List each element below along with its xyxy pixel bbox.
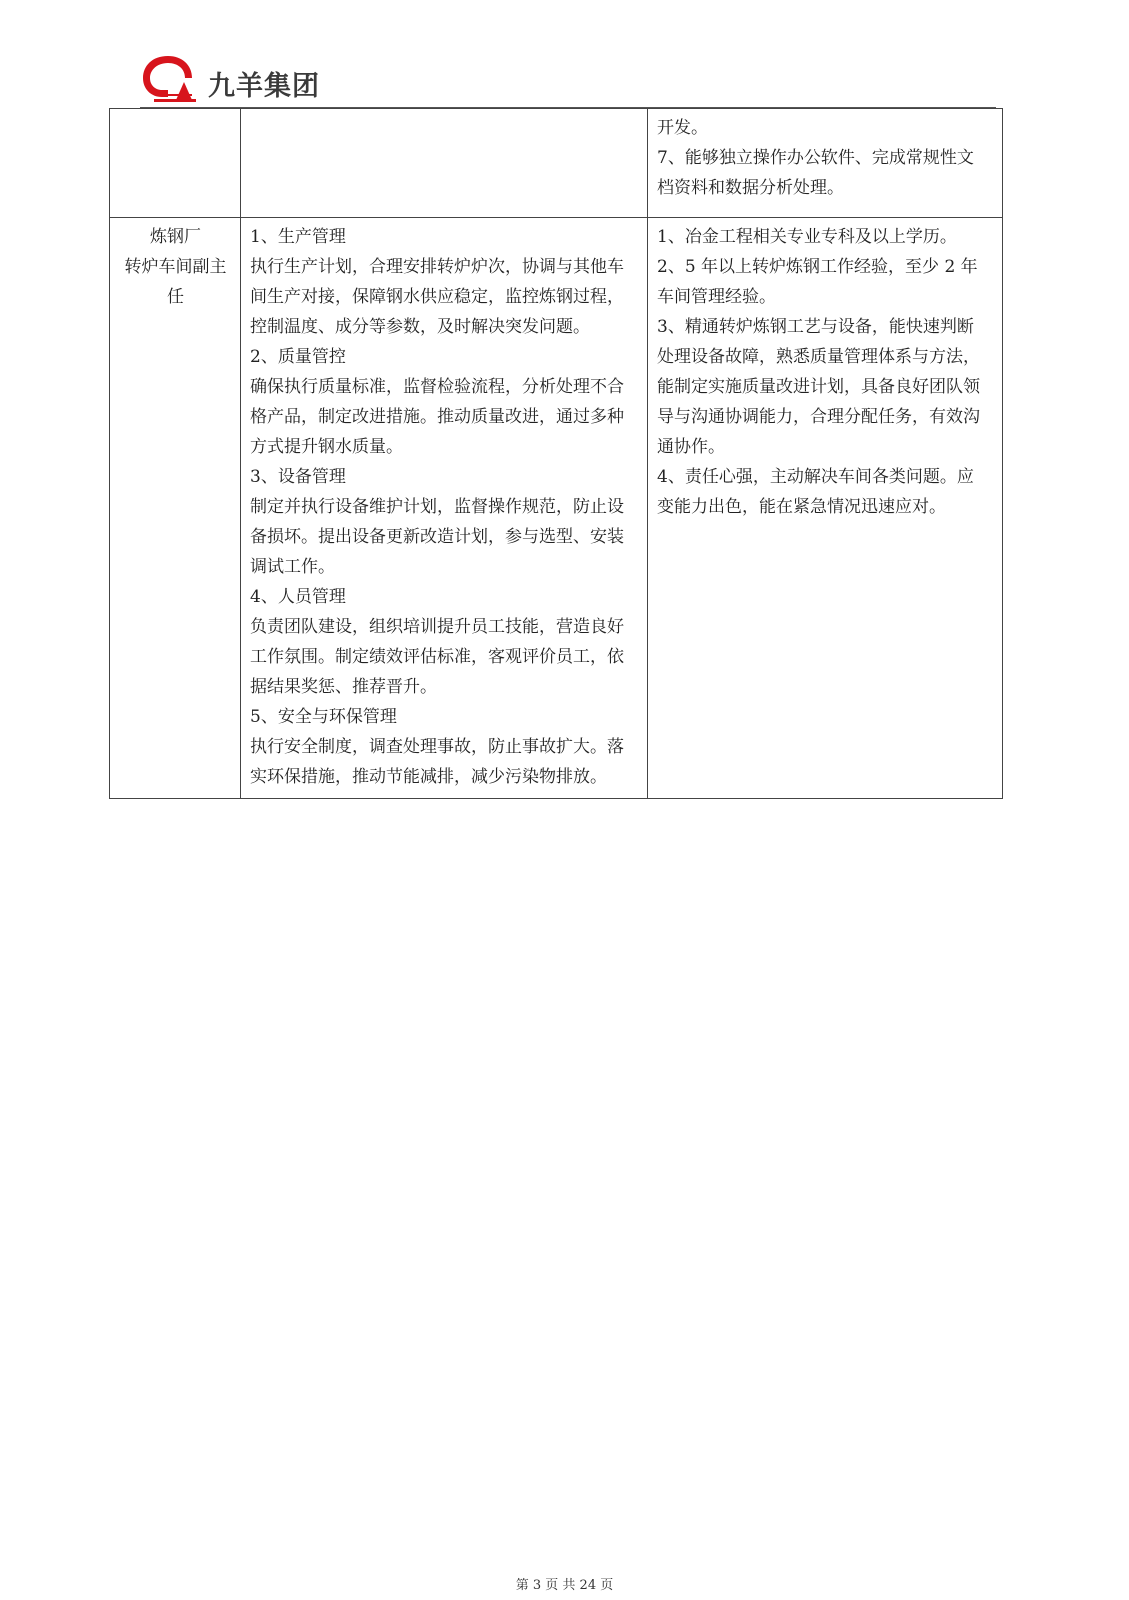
requirement-line: 能制定实施质量改进计划，具备良好团队领 bbox=[657, 377, 980, 397]
duty-line: 方式提升钢水质量。 bbox=[250, 437, 403, 457]
duty-line: 据结果奖惩、推荐晋升。 bbox=[250, 677, 437, 697]
duty-heading: 4、人员管理 bbox=[250, 587, 346, 607]
brand-name: 九羊集团 bbox=[208, 71, 320, 102]
requirement-line: 4、责任心强，主动解决车间各类问题。应 bbox=[657, 467, 974, 487]
duty-line: 确保执行质量标准，监督检验流程，分析处理不合 bbox=[250, 377, 624, 397]
duty-heading: 1、生产管理 bbox=[250, 227, 346, 247]
requirements-cell bbox=[648, 109, 1003, 218]
duty-heading: 3、设备管理 bbox=[250, 467, 346, 487]
position-line: 炼钢厂 bbox=[150, 227, 201, 247]
requirement-line: 处理设备故障，熟悉质量管理体系与方法， bbox=[657, 347, 980, 367]
position-cell bbox=[110, 109, 241, 218]
duty-line: 负责团队建设，组织培训提升员工技能，营造良好 bbox=[250, 617, 624, 637]
duty-line: 实环保措施，推动节能减排，减少污染物排放。 bbox=[250, 767, 607, 787]
position-line: 任 bbox=[167, 287, 184, 307]
position-line: 转炉车间副主 bbox=[124, 257, 227, 277]
table-row bbox=[110, 218, 1003, 799]
requirement-line: 开发。 bbox=[657, 118, 708, 138]
requirement-line: 2、5 年以上转炉炼钢工作经验，至少 2 年 bbox=[657, 257, 978, 277]
duty-line: 执行安全制度，调查处理事故，防止事故扩大。落 bbox=[250, 737, 624, 757]
requirement-line: 通协作。 bbox=[657, 437, 725, 457]
duties-cell bbox=[241, 109, 648, 218]
job-requirements-table bbox=[109, 108, 1003, 799]
duty-heading: 2、质量管控 bbox=[250, 347, 346, 367]
duty-line: 备损坏。提出设备更新改造计划，参与选型、安装 bbox=[250, 527, 624, 547]
duty-line: 执行生产计划，合理安排转炉炉次，协调与其他车 bbox=[250, 257, 624, 277]
duty-line: 工作氛围。制定绩效评估标准，客观评价员工，依 bbox=[250, 647, 624, 667]
duty-line: 调试工作。 bbox=[250, 557, 335, 577]
table-row bbox=[110, 109, 1003, 218]
requirements-cell bbox=[648, 218, 1003, 799]
duty-line: 控制温度、成分等参数，及时解决突发问题。 bbox=[250, 317, 590, 337]
duty-heading: 5、安全与环保管理 bbox=[250, 707, 397, 727]
requirement-line: 车间管理经验。 bbox=[657, 287, 776, 307]
duty-line: 间生产对接，保障钢水供应稳定，监控炼钢过程， bbox=[250, 287, 624, 307]
duty-line: 制定并执行设备维护计划，监督操作规范，防止设 bbox=[250, 497, 624, 517]
requirement-line: 档资料和数据分析处理。 bbox=[657, 178, 844, 198]
requirement-line: 3、精通转炉炼钢工艺与设备，能快速判断 bbox=[657, 317, 974, 337]
requirement-line: 变能力出色，能在紧急情况迅速应对。 bbox=[657, 497, 946, 517]
requirement-line: 1、冶金工程相关专业专科及以上学历。 bbox=[657, 227, 957, 247]
requirement-line: 导与沟通协调能力，合理分配任务，有效沟 bbox=[657, 407, 980, 427]
duty-line: 格产品，制定改进措施。推动质量改进，通过多种 bbox=[250, 407, 624, 427]
requirement-line: 7、能够独立操作办公软件、完成常规性文 bbox=[657, 148, 974, 168]
page-number: 第 3 页 共 24 页 bbox=[515, 1578, 614, 1593]
jiuyang-logo-icon bbox=[140, 52, 200, 104]
position-cell bbox=[110, 218, 241, 799]
duties-cell bbox=[241, 218, 648, 799]
